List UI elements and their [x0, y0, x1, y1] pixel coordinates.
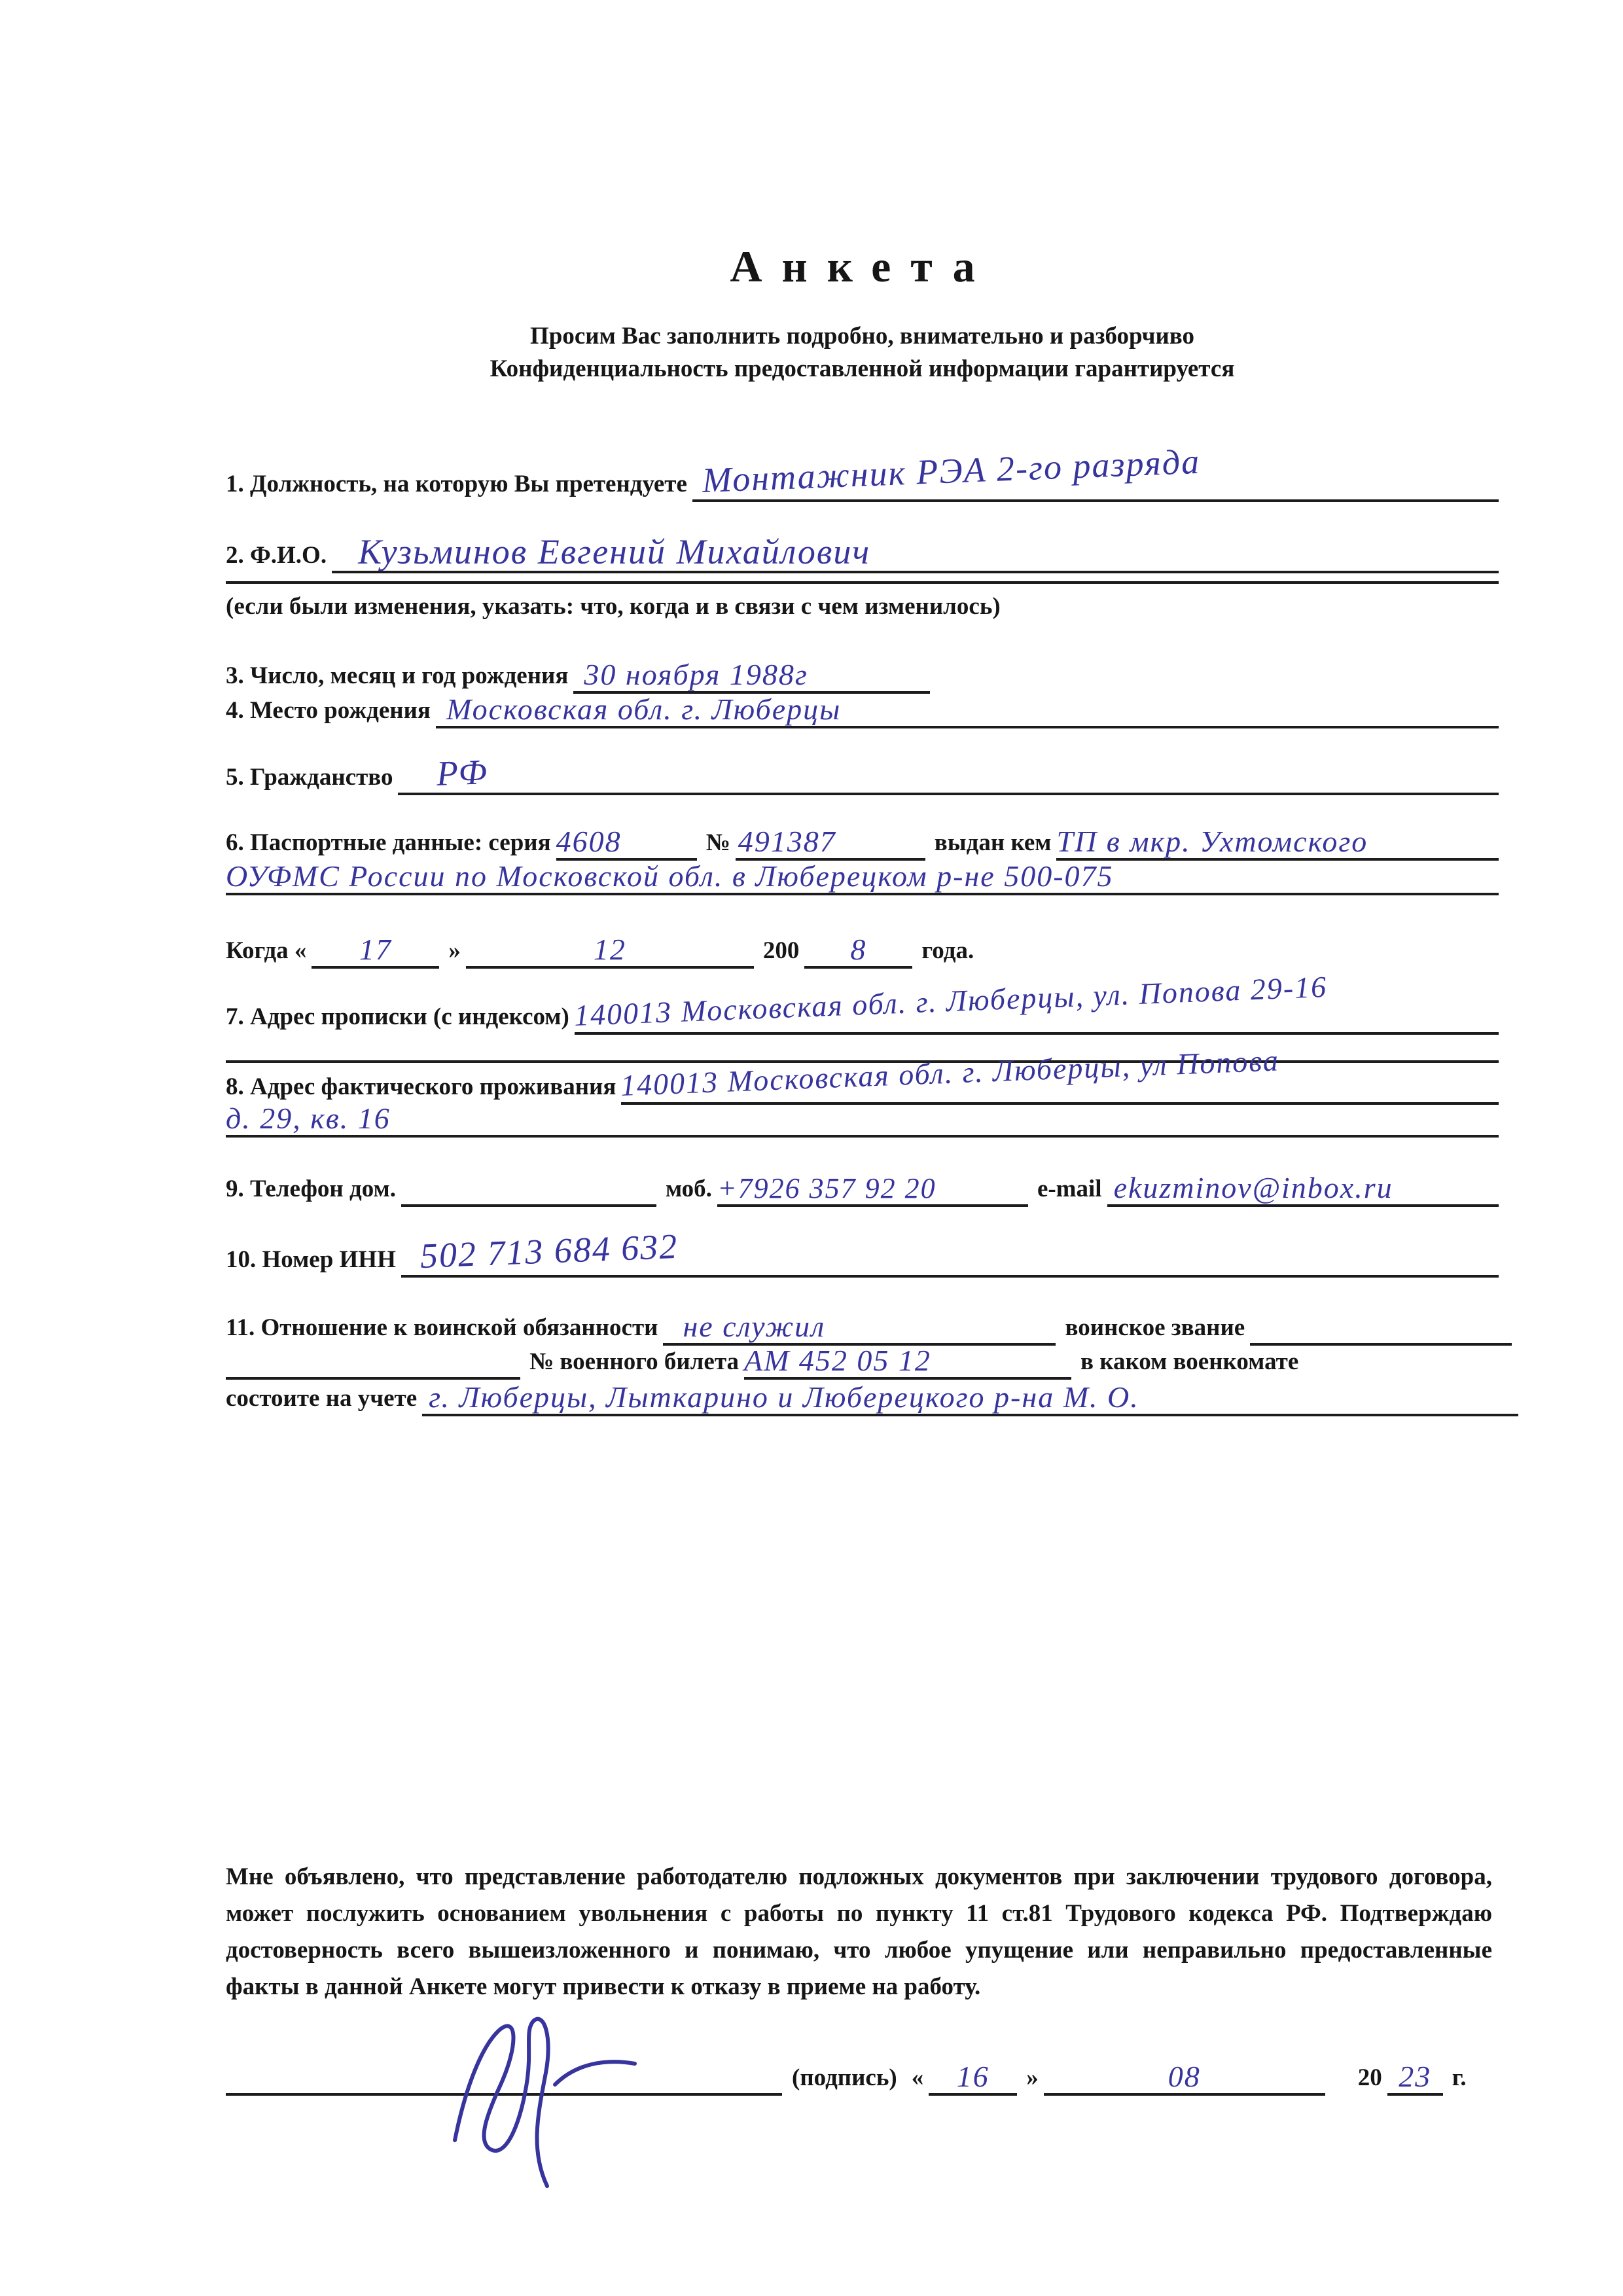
field-position-line — [692, 441, 1499, 502]
signature-quote-open: « — [911, 2064, 924, 2092]
signature-year-prefix: 20 — [1357, 2064, 1382, 2092]
field-phone — [226, 1173, 1499, 1207]
military-ticket-line — [743, 1344, 1071, 1380]
blank-continuation-line — [226, 581, 1499, 584]
field-actualaddress-line2 — [226, 1102, 1499, 1138]
issuedate-day-value: 17 — [359, 933, 392, 966]
issuedate-quote-close: » — [448, 937, 461, 965]
issuedate-label: Когда « — [226, 937, 307, 965]
issuedate-year-value: 8 — [850, 933, 867, 966]
field-position-label: 1. Должность, на которую Вы претендуете — [226, 471, 687, 498]
field-citizenship-value: РФ — [436, 752, 490, 793]
field-military-row2 — [226, 1344, 1512, 1380]
field-inn-value: 502 713 684 632 — [419, 1226, 679, 1276]
signature-year-value: 23 — [1399, 2060, 1432, 2093]
field-actualaddress-value2: д. 29, кв. 16 — [226, 1102, 391, 1135]
field-actualaddress-label: 8. Адрес фактического проживания — [226, 1073, 616, 1101]
military-commissariat-label1: в каком военкомате — [1080, 1348, 1299, 1376]
disclaimer-paragraph: Мне объявлено, что представление работодателю подложных документов при заключении трудового договора, может послужить основанием увольнения с работы по пункту 11 ст.81 Трудового кодекса РФ. Подтверждаю достоверность всего вышеизложенного и понимаю, что любое упущение или неправильно предоставленные факты в данной Анкете могут привести к отказу в приеме на работу. — [226, 1863, 1492, 2000]
field-inn-label: 10. Номер ИНН — [226, 1246, 396, 1274]
field-position-value: Монтажник РЭА 2-го разряда — [701, 441, 1202, 500]
phone-email-label: e-mail — [1037, 1175, 1102, 1203]
field-fullname-line — [332, 524, 1499, 573]
military-commissariat-label2: состоите на учете — [226, 1385, 418, 1412]
phone-home-label: 9. Телефон дом. — [226, 1175, 396, 1203]
signature-month-line — [1044, 2055, 1325, 2096]
field-actualaddress — [226, 1043, 1499, 1105]
signature-year-suffix: г. — [1452, 2064, 1467, 2092]
field-regaddress — [226, 969, 1499, 1035]
field-birthdate — [226, 658, 1044, 694]
field-inn — [226, 1226, 1499, 1278]
field-issuedate — [226, 931, 1050, 969]
passport-number-value: 491387 — [738, 825, 836, 858]
field-passport-line2 — [226, 859, 1499, 895]
field-actualaddress-line2-row — [226, 1102, 1499, 1138]
military-commissariat-value: г. Люберцы, Лыткарино и Люберецкого р-на М. О. — [429, 1380, 1139, 1414]
field-citizenship-label: 5. Гражданство — [226, 764, 393, 791]
field-birthplace-line — [436, 692, 1499, 728]
field-position — [226, 441, 1499, 502]
signature-quote-close: » — [1026, 2064, 1039, 2092]
signature-day-line — [929, 2055, 1017, 2096]
field-birthplace-value: Московская обл. г. Люберцы — [446, 692, 842, 726]
phone-mobile-value: +7926 357 92 20 — [717, 1172, 936, 1204]
field-regaddress-value: 140013 Московская обл. г. Люберцы, ул. Попова 29-16 — [573, 969, 1328, 1032]
page-title: Анкета — [730, 242, 995, 291]
phone-mobile-label: моб. — [665, 1175, 712, 1203]
field-regaddress-line — [573, 969, 1499, 1035]
military-label: 11. Отношение к воинской обязанности — [226, 1314, 658, 1342]
field-military — [226, 1309, 1512, 1346]
military-status-line — [663, 1309, 1056, 1346]
field-fullname-value: Кузьминов Евгений Михайлович — [358, 532, 871, 571]
field-fullname — [226, 524, 1499, 573]
field-regaddress-label: 7. Адрес прописки (с индексом) — [226, 1003, 569, 1031]
passport-issuedby-value2: ОУФМС России по Московской обл. в Люберецком р-не 500-075 — [226, 859, 1114, 893]
passport-issuedby-line1 — [1056, 827, 1499, 861]
issuedate-month-line — [466, 931, 754, 969]
passport-series-line — [556, 827, 697, 861]
field-actualaddress-line1 — [620, 1043, 1499, 1105]
field-inn-line — [401, 1226, 1499, 1278]
field-military-row3 — [226, 1382, 1518, 1416]
signature-caption: (подпись) — [792, 2064, 897, 2092]
issuedate-suffix: года. — [921, 937, 974, 965]
field-actualaddress-value1: 140013 Московская обл. г. Люберцы, ул Попова — [620, 1043, 1281, 1102]
phone-mobile-line — [717, 1173, 1028, 1207]
military-ticket-label: № военного билета — [529, 1348, 739, 1376]
military-ticket-value: АМ 452 05 12 — [743, 1344, 931, 1377]
phone-email-line — [1107, 1173, 1499, 1207]
field-fullname-label: 2. Ф.И.О. — [226, 542, 327, 569]
military-status-value: не служил — [683, 1310, 826, 1343]
issuedate-month-value: 12 — [593, 933, 626, 966]
military-blank-line — [226, 1347, 520, 1380]
issuedate-day-line — [312, 931, 439, 969]
issuedate-year-prefix: 200 — [762, 937, 800, 965]
field-citizenship-line — [398, 752, 1499, 795]
passport-issuedby-value1: ТП в мкр. Ухтомского — [1056, 825, 1368, 858]
military-commissariat-line — [422, 1382, 1518, 1416]
phone-home-line — [401, 1173, 656, 1207]
issuedate-year-line — [804, 931, 912, 969]
name-change-note: (если были изменения, указать: что, когда и в связи с чем изменилось) — [226, 593, 1001, 620]
field-birthdate-line — [573, 658, 930, 694]
subtitle-line-2: Конфиденциальность предоставленной информации гарантируется — [490, 355, 1235, 382]
signature-day-value: 16 — [956, 2060, 990, 2093]
field-passport — [226, 827, 1499, 861]
passport-number-line — [736, 827, 925, 861]
passport-number-sign: № — [705, 829, 730, 857]
signature-year-line — [1387, 2055, 1443, 2096]
signature-stroke — [419, 2000, 668, 2196]
field-birthdate-value: 30 ноября 1988г — [584, 658, 808, 691]
military-rank-line — [1250, 1309, 1512, 1346]
signature-month-value: 08 — [1168, 2060, 1201, 2093]
passport-issuedby-label: выдан кем — [934, 829, 1052, 857]
field-birthplace-label: 4. Место рождения — [226, 697, 431, 725]
signature-date-row — [792, 2055, 1518, 2096]
field-birthdate-label: 3. Число, месяц и год рождения — [226, 662, 569, 690]
field-passport-label: 6. Паспортные данные: серия — [226, 829, 551, 857]
military-rank-label: воинское звание — [1065, 1314, 1245, 1342]
passport-series-value: 4608 — [556, 825, 622, 858]
field-citizenship — [226, 752, 1499, 795]
subtitle-line-1: Просим Вас заполнить подробно, внимательно и разборчиво — [529, 323, 1195, 350]
phone-email-value: ekuzminov@inbox.ru — [1113, 1171, 1393, 1204]
passport-issuedby-line2 — [226, 859, 1499, 895]
field-birthplace — [226, 692, 1499, 728]
